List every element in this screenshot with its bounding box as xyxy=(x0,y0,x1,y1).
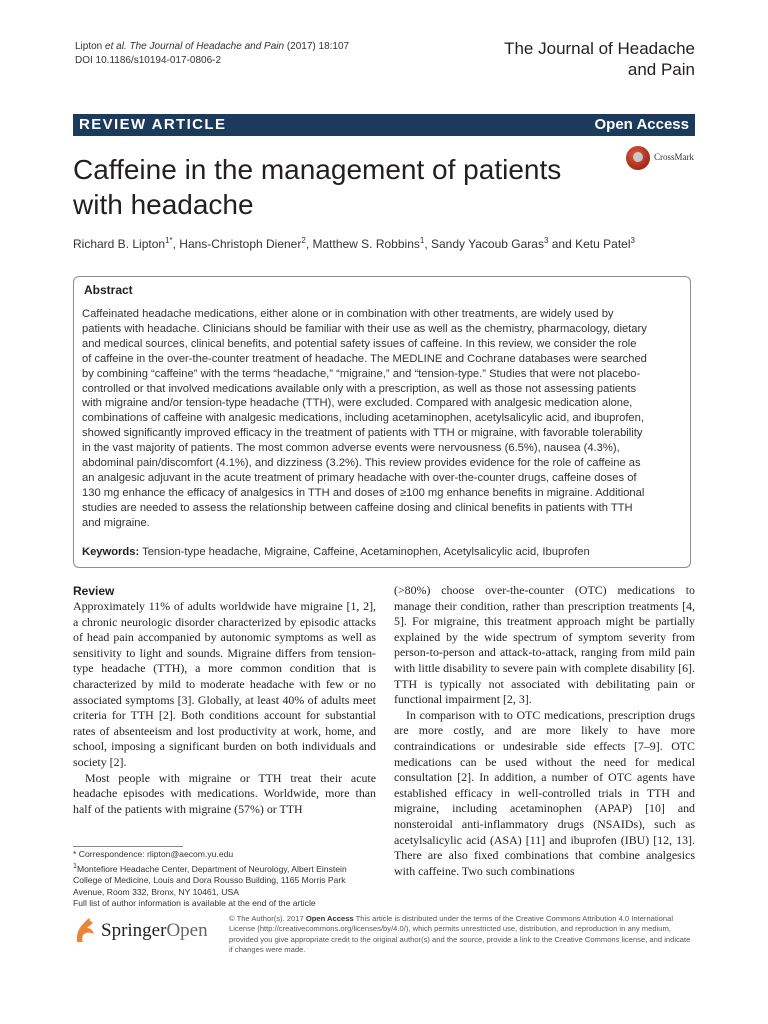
abstract-body xyxy=(82,307,684,531)
keywords xyxy=(82,545,684,559)
author-name: Sandy Yacoub Garas xyxy=(431,237,544,251)
keywords-list: Tension-type headache, Migraine, Caffeine, Acetaminophen, Acetylsalicylic acid, Ibuprofen xyxy=(142,546,590,558)
author-info-note: Full list of author information is available at the end of the article xyxy=(73,898,316,909)
journal-name xyxy=(435,38,695,80)
body-column-left xyxy=(73,583,376,817)
citation-volume: (2017) 18:107 xyxy=(286,41,350,52)
body-paragraph: (>80%) choose over-the-counter (OTC) medications to manage their condition, rather than prescription treatments [4, 5]. For migraine, this treatment approach might be partially explained by the wide spectrum of symptom severity from person-to-person and attack-to-attack, ranging from mild pain with little disability to severe pain with complete disability [6]. TTH is typically not associated with debilitating pain or functional impairment [2, 3]. xyxy=(394,583,695,707)
springer-horse-icon xyxy=(73,916,97,944)
body-paragraph: In comparison with to OTC medications, prescription drugs are more costly, and are more likely to have more contraindications or undesirable side effects [7–9]. OTC medications can be used without the need for medical consultation [2]. In addition, a number of OTC agents have established efficacy in well-controlled trials in TTH and migraine, including acetaminophen (APAP) [10] and nonsteroidal anti-inflammatory drugs (NSAIDs), such as acetylsalicylic acid (ASA) [11] and ibuprofen (IBU) [12, 13]. There are also fixed combinations that combine analgesics with caffeine. Two such combinations xyxy=(394,707,695,878)
author-name: Hans-Christoph Diener xyxy=(179,237,302,251)
abstract-line: with migraine and/or tension-type headache (TTH), were excluded. Compared with analgesic medication alone, xyxy=(82,397,633,410)
author-name: Richard B. Lipton xyxy=(73,237,166,251)
abstract-line: by combining “caffeine” with the terms “headache,” “migraine,” and “tension-type.” Studies that were not placebo- xyxy=(82,367,641,380)
abstract-line: showed significantly improved efficacy in the treatment of patients with TTH or migraine, with favorable tolerability xyxy=(82,427,643,440)
springer-open-logo[interactable] xyxy=(73,916,223,948)
abstract-line: Caffeinated headache medications, either alone or in combination with other treatments, are widely used by xyxy=(82,308,614,320)
abstract-line: 130 mg enhance the efficacy of analgesics in TTH and doses of ≥100 mg enhance benefits in migraine. Additional xyxy=(82,486,645,499)
affiliation-note xyxy=(73,861,376,899)
article-citation xyxy=(75,40,349,68)
author-name: Matthew S. Robbins xyxy=(312,237,420,251)
citation-journal: The Journal of Headache and Pain xyxy=(129,41,285,52)
abstract-line: of caffeine in the over-the-counter treatment of headache. The MEDLINE and Cochrane databases were searched xyxy=(82,352,647,365)
license-copyright: © The Author(s). 2017 xyxy=(229,914,304,923)
author-list xyxy=(73,234,703,251)
author-separator: , xyxy=(424,237,431,251)
journal-name-line2: and Pain xyxy=(627,60,695,79)
abstract-heading: Abstract xyxy=(84,283,133,297)
keywords-label: Keywords: xyxy=(82,546,140,558)
abstract-box xyxy=(73,276,691,568)
abstract-line: patients with headache. Clinicians should be familiar with their use as well as the chemistry, pharmacology, dietary xyxy=(82,322,647,335)
citation-doi[interactable]: DOI 10.1186/s10194-017-0806-2 xyxy=(75,55,222,66)
article-title xyxy=(73,152,613,222)
article-type-banner xyxy=(73,114,695,136)
affiliation-text: Montefiore Headache Center, Department of Neurology, Albert Einstein College of Medicine, Louis and Dora Rousso Building, 1165 Morris Park Avenue, Room 332, Bronx, NY 10461, USA xyxy=(73,863,347,897)
abstract-line: in the vast majority of patients. The most common adverse events were nervousness (6.5%), nausea (4.3%), xyxy=(82,442,620,455)
crossmark-badge[interactable] xyxy=(626,146,698,174)
article-type-label: REVIEW ARTICLE xyxy=(79,116,227,133)
author-affiliation-mark: 1 xyxy=(419,236,425,245)
author-separator: , xyxy=(172,237,180,251)
abstract-line: controlled or that involved medications available only with a prescription, as well as those not assessing patients xyxy=(82,382,637,395)
author-separator: , xyxy=(305,237,313,251)
license-open-access: Open Access xyxy=(305,914,354,923)
body-paragraph: Most people with migraine or TTH treat their acute headache episodes with medications. Worldwide, more than half of the patients with migraine (57%) or TTH xyxy=(73,770,376,816)
citation-etal: et al. xyxy=(105,41,127,52)
body-column-right xyxy=(394,583,695,879)
correspondence-note[interactable]: * Correspondence: rlipton@aecom.yu.edu xyxy=(73,849,234,859)
citation-author: Lipton xyxy=(75,41,103,52)
article-title-line1: Caffeine in the management of patients xyxy=(73,154,562,185)
crossmark-icon xyxy=(626,146,650,170)
author-name: Ketu Patel xyxy=(575,237,631,251)
journal-name-line1: The Journal of Headache xyxy=(504,39,695,58)
abstract-line: studies are needed to assess the relationship between caffeine dosing and clinical benefits in patients with TTH xyxy=(82,501,633,514)
citation-line xyxy=(75,40,349,54)
page-footer xyxy=(73,908,695,968)
author-separator: and xyxy=(548,237,576,251)
footnotes xyxy=(73,849,376,910)
abstract-line: an analgesic adjuvant in the acute treatment of primary headache with over-the-counter drugs, caffeine doses of xyxy=(82,471,637,484)
author-affiliation-mark: 3 xyxy=(543,236,549,245)
springer-wordmark xyxy=(101,920,208,942)
affiliation-mark: 1 xyxy=(73,861,77,870)
section-heading-review: Review xyxy=(73,584,115,598)
author-affiliation-mark: 1* xyxy=(165,236,173,245)
abstract-line: abdominal pain/discomfort (4.1%), and dizziness (3.2%). This review provides evidence for the role of caffeine as xyxy=(82,457,641,470)
abstract-line: combinations of caffeine with analgesic medications, including acetaminophen, acetylsalicylic acid, and ibuprofen, xyxy=(82,412,644,425)
springer-word: Springer xyxy=(101,920,167,941)
crossmark-label: CrossMark xyxy=(654,152,694,162)
article-title-line2: with headache xyxy=(73,189,254,220)
body-paragraph: Approximately 11% of adults worldwide have migraine [1, 2], a chronic neurologic disorder characterized by episodic attacks of head pain accompanied by autonomic symptoms as well as sensitivity to light and sounds. Migraine differs from tension-type headache (TTH), a more common condition that is characterized by mild to moderate headache with few or no associated symptoms [3]. Globally, at least 40% of adults meet criteria for TTH [2]. Both conditions account for substantial rates of absenteeism and lost productivity at work, home, and school, imposing a significant burden on both individuals and society [2]. xyxy=(73,599,376,769)
springer-open-word: Open xyxy=(166,920,208,941)
license-text: This article is distributed under the terms of the Creative Commons Attribution 4.0 International License (http://creativecommons.org/licenses/by/4.0/), which permits unrestricted use, distribution, and reproduction in any medium, provided you give appropriate credit to the original author(s) and the source, provide a link to the Creative Commons license, and indicate if changes were made. xyxy=(229,914,691,954)
footnote-divider xyxy=(73,846,183,847)
license-statement xyxy=(229,914,695,955)
open-access-label: Open Access xyxy=(594,116,689,133)
author-affiliation-mark: 2 xyxy=(301,236,306,245)
abstract-line: and migraine. xyxy=(82,516,150,529)
author-affiliation-mark: 3 xyxy=(630,236,635,245)
abstract-line: and medical sources, clinical benefits, and potential safety issues of caffeine. In this review, we consider the role xyxy=(82,337,637,350)
